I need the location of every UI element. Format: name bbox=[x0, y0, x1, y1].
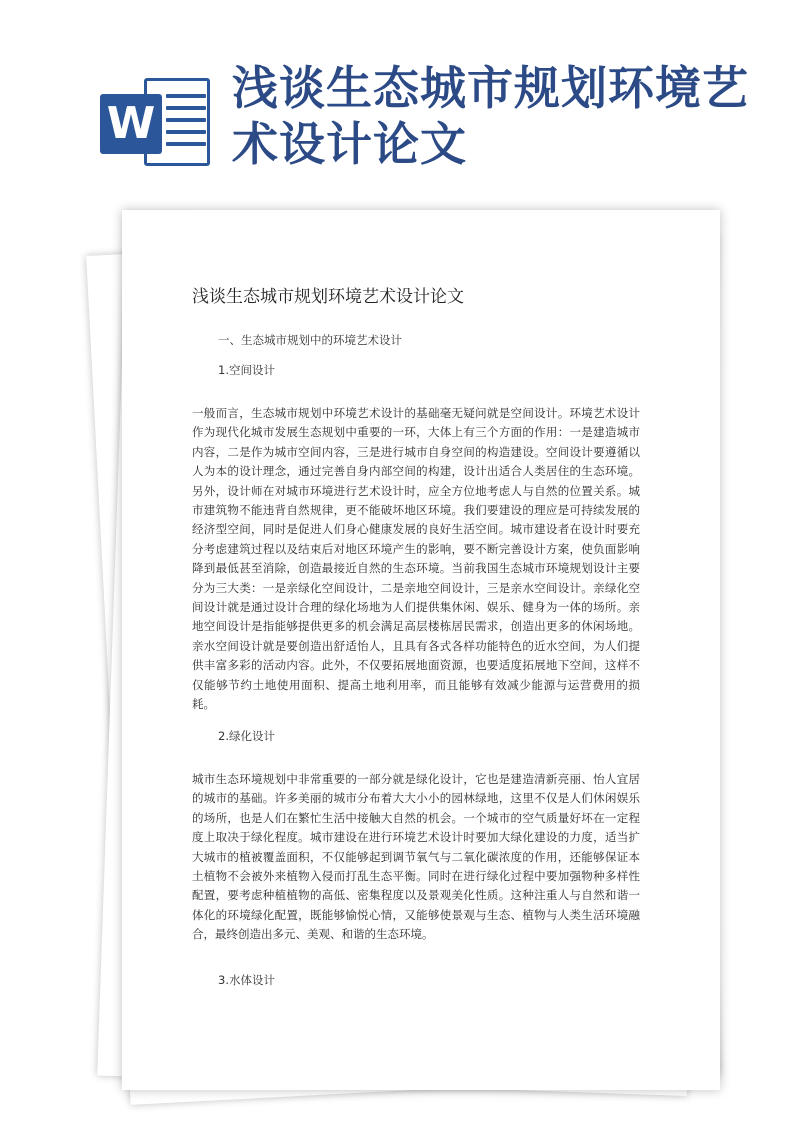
document-title: 浅谈生态城市规划环境艺术设计论文 bbox=[192, 287, 464, 307]
subsection-heading: 1.空间设计 bbox=[218, 363, 275, 377]
paragraph-space-design: 一般而言，生态城市规划中环境艺术设计的基础毫无疑问就是空间设计。环境艺术设计作为现代化城市发展生态规划中重要的一环，大体上有三个方面的作用：一是建造城市内容，二是作为城市空间内容，三是进行城市自身空间的构造建设。空间设计要遵循以人为本的设计理念，通过完善自身内部空间的构建，设计出适合人类居住的生态环境。另外，设计师在对城市环境进行艺术设计时，应全方位地考虑人与自然的位置关系。城市建筑物不能违背自然规律，更不能破坏地区环境。我们要建设的理应是可持续发展的经济型空间，同时是促进人们身心健康发展的良好生活空间。城市建设者在设计时要充分考虑建筑过程以及结束后对地区环境产生的影响，要不断完善设计方案，使负面影响降到最低甚至消除，创造最接近自然的生态环境。当前我国生态城市环境规划设计主要分为三大类：一是亲绿化空间设计，二是亲地空间设计，三是亲水空间设计。亲绿化空间设计就是通过设计合理的绿化场地为人们提供集休闲、娱乐、健身为一体的场所。亲地空间设计是指能够提供更多的机会满足高层楼栋居民需求，创造出更多的休闲场地。亲水空间设计就是要创造出舒适怡人，且具有各式各样功能特色的近水空间，为人们提供丰富多彩的活动内容。此外，不仅要拓展地面资源，也要适度拓展地下空间，这样不仅能够节约土地使用面积、提高土地利用率，而且能够有效减少能源与运营费用的损耗。 bbox=[192, 406, 640, 712]
cover-title: 浅谈生态城市规划环境艺术设计论文 bbox=[232, 61, 749, 171]
word-logo-letter: W bbox=[100, 94, 162, 154]
cover-banner bbox=[0, 0, 800, 200]
word-document-icon bbox=[100, 72, 212, 172]
paragraph-greening-design: 城市生态环境规划中非常重要的一部分就是绿化设计，它也是建造清新亮丽、怡人宜居的城市的基础。许多美丽的城市分布着大大小小的园林绿地，这里不仅是人们休闲娱乐的场所，也是人们在繁忙生活中接触大自然的机会。一个城市的空气质量好坏在一定程度上取决于绿化程度。城市建设在进行环境艺术设计时要加大绿化建设的力度，适当扩大城市的植被覆盖面积，不仅能够起到调节氧气与二氧化碳浓度的作用，还能够保证本土植物不会被外来植物入侵而打乱生态平衡。同时在进行绿化过程中要加强物种多样性配置，要考虑种植植物的高低、密集程度以及景观美化性质。这种注重人与自然和谐一体化的环境绿化配置，既能够愉悦心情，又能够使景观与生态、植物与人类生活环境融合，最终创造出多元、美观、和谐的生态环境。 bbox=[192, 772, 640, 942]
document-page bbox=[122, 210, 720, 1090]
subsection-heading: 2.绿化设计 bbox=[218, 729, 275, 743]
subsection-heading: 3.水体设计 bbox=[218, 973, 275, 987]
section-heading: 一、生态城市规划中的环境艺术设计 bbox=[218, 333, 402, 347]
